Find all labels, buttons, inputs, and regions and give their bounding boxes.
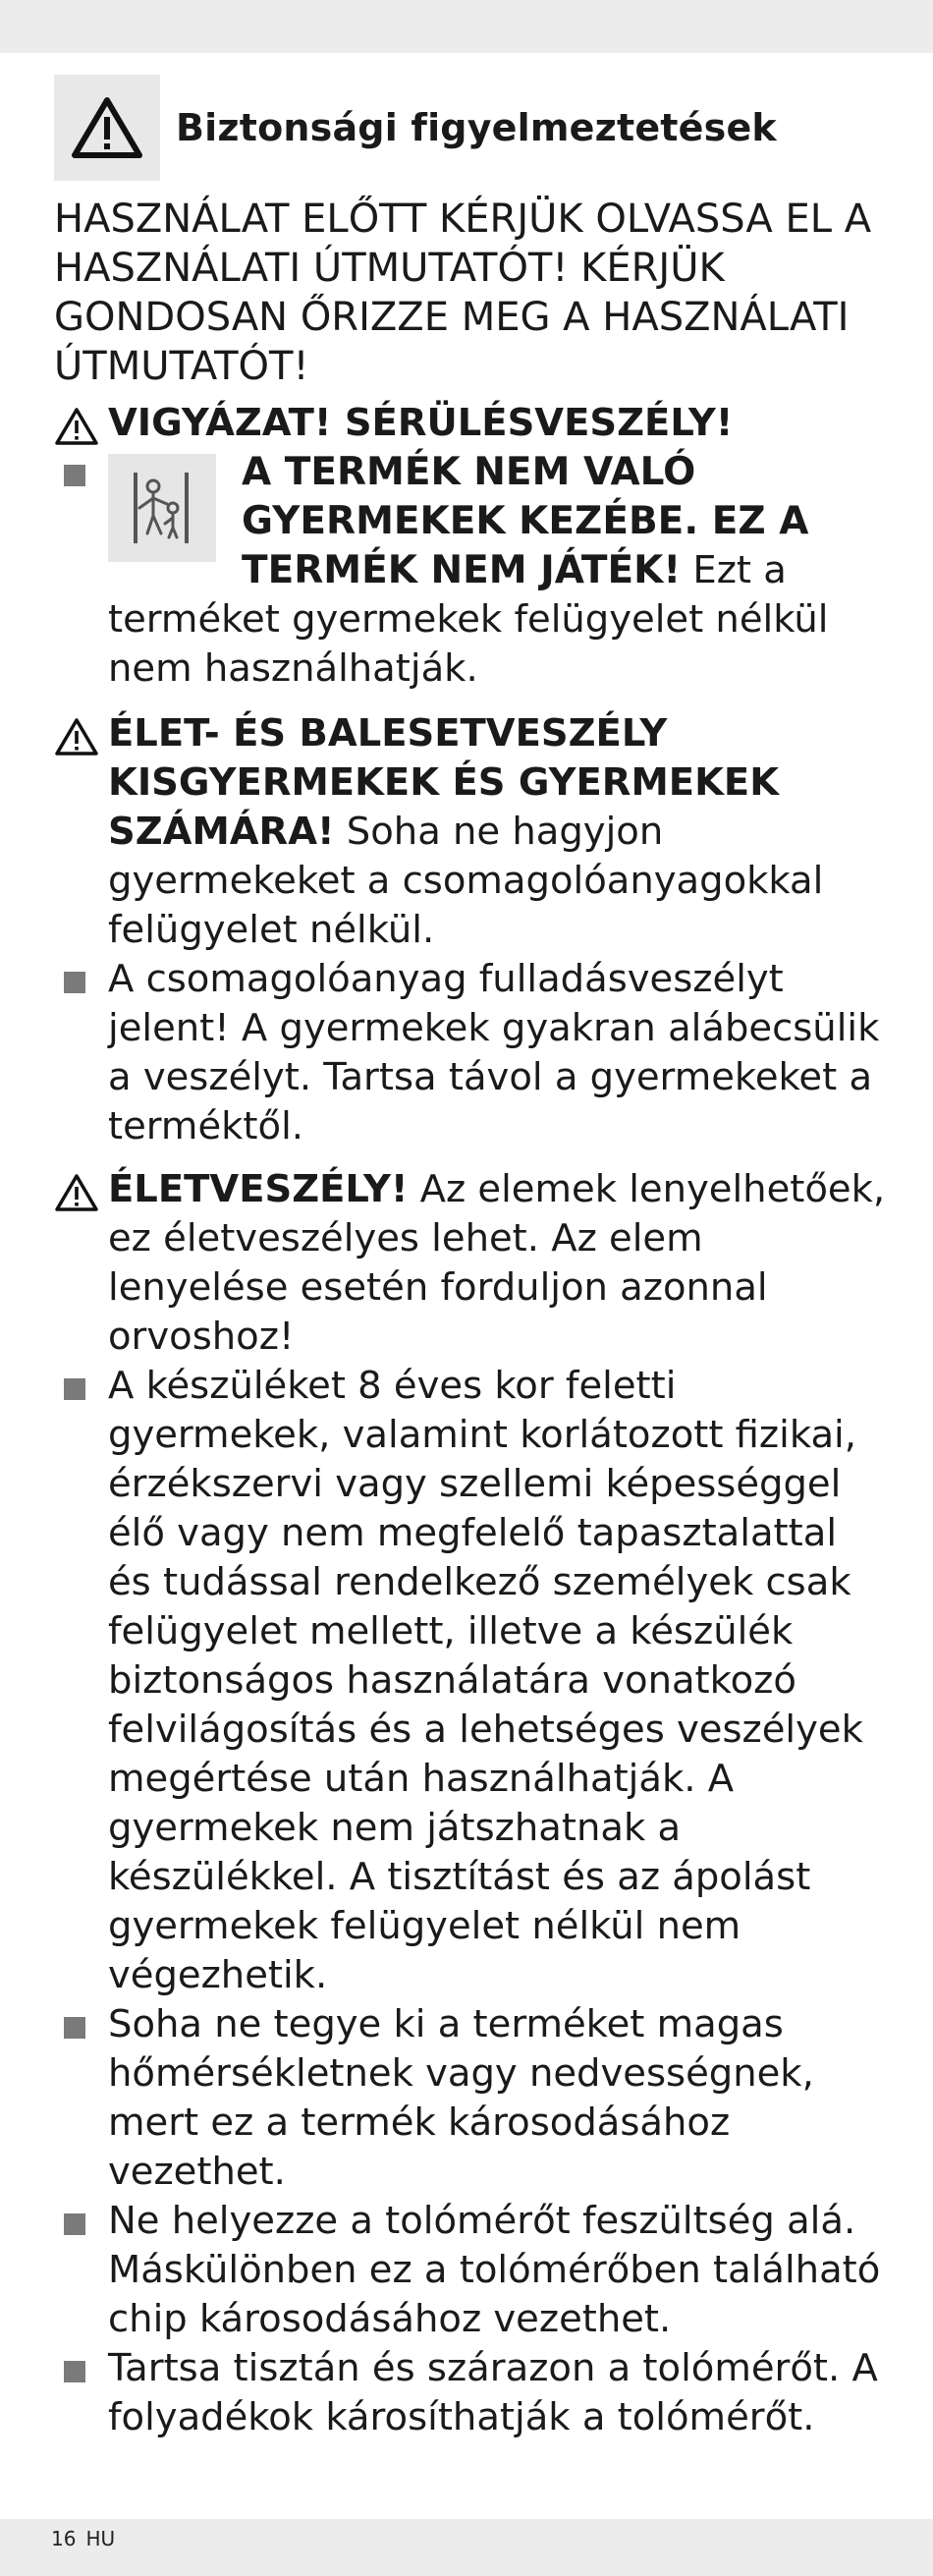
language-code: HU [85,2527,116,2550]
bullet-square-icon [64,2361,85,2382]
warning-heading: VIGYÁZAT! SÉRÜLÉSVESZÉLY! [108,401,734,445]
document-content [54,75,889,2442]
warning-heading: ÉLETVESZÉLY! [108,1167,409,1211]
bullet-square-icon [64,2017,85,2039]
list-item-text: Tartsa tisztán és szárazon a tolómérőt. A folyadékok károsíthatják a tolómérőt. [108,2346,878,2439]
warning-text: Az elemek lenyelhetőek, ez életveszélyes lehet. Az elem lenyelése esetén forduljon azonnal orvoshoz! [108,1167,886,1359]
warning-triangle-icon [54,717,99,756]
list-item-text: Soha ne tegye ki a terméket magas hőmérsékletnek vagy nedvességnek, mert ez a termék károsodásához vezethet. [108,2002,814,2194]
warning-battery [54,1165,889,1362]
section-header [54,75,889,181]
list-item-text: A készüléket 8 éves kor feletti gyermekek, valamint korlátozott fizikai, érzékszervi vagy szellemi képességgel élő vagy nem megfelelő tapasztalattal és tudással rendelkező személyek csak felügyelet mellett, illetve a készülék biztonságos használatára vonatkozó felvilágosítás és a lehetséges veszélyek megértése után használhatják. A gyermekek nem játszhatnak a készülékkel. A tisztítást és az ápolást gyermekek felügyelet nélkül nem végezhetik. [108,1364,863,1997]
bullet-square-icon [64,972,85,993]
intro-text: HASZNÁLAT ELŐTT KÉRJÜK OLVASSA EL A HASZNÁLATI ÚTMUTATÓT! KÉRJÜK GONDOSAN ŐRIZZE MEG A HASZNÁLATI ÚTMUTATÓT! [54,196,872,389]
list-item [54,955,889,1151]
child-warning-text: Ezt a terméket gyermekek felügyelet nélkül nem használhatják. [108,548,829,691]
warning-suffocation [54,709,889,955]
warning-triangle-icon [54,407,99,446]
list-item-child-warning [54,448,889,694]
list-item-text: A csomagolóanyag fulladásveszélyt jelent! A gyermekek gyakran alábecsülik a veszélyt. Tartsa távol a gyermekeket a terméktől. [108,957,880,1148]
warning-triangle-icon [54,1173,99,1212]
list-item [54,2344,889,2442]
page-number: 16 [51,2527,77,2550]
top-band [0,0,933,53]
bullet-square-icon [64,2213,85,2235]
list-item-text: Ne helyezze a tolómérőt feszültség alá. Máskülönben ez a tolómérőben található chip károsodásához vezethet. [108,2199,881,2341]
page-footer [51,2527,115,2550]
list-item [54,2197,889,2344]
child-warning-bold: A TERMÉK NEM VALÓ GYERMEKEK KEZÉBE. EZ A TERMÉK NEM JÁTÉK! [242,450,809,592]
bullet-square-icon [64,465,85,486]
bottom-band [0,2519,933,2576]
warning-triangle-icon [54,75,160,181]
section-title: Biztonsági figyelmeztetések [176,106,777,149]
list-item [54,2000,889,2197]
list-item [54,1362,889,2000]
bullet-square-icon [64,1378,85,1400]
child-warning-icon [108,454,216,562]
warning-heading: ÉLET- ÉS BALESETVESZÉLY KISGYERMEKEK ÉS GYERMEKEK SZÁMÁRA! [108,711,780,854]
warning-text: Soha ne hagyjon gyermekeket a csomagolóanyagokkal felügyelet nélkül. [108,810,824,952]
warning-injury [54,399,889,448]
